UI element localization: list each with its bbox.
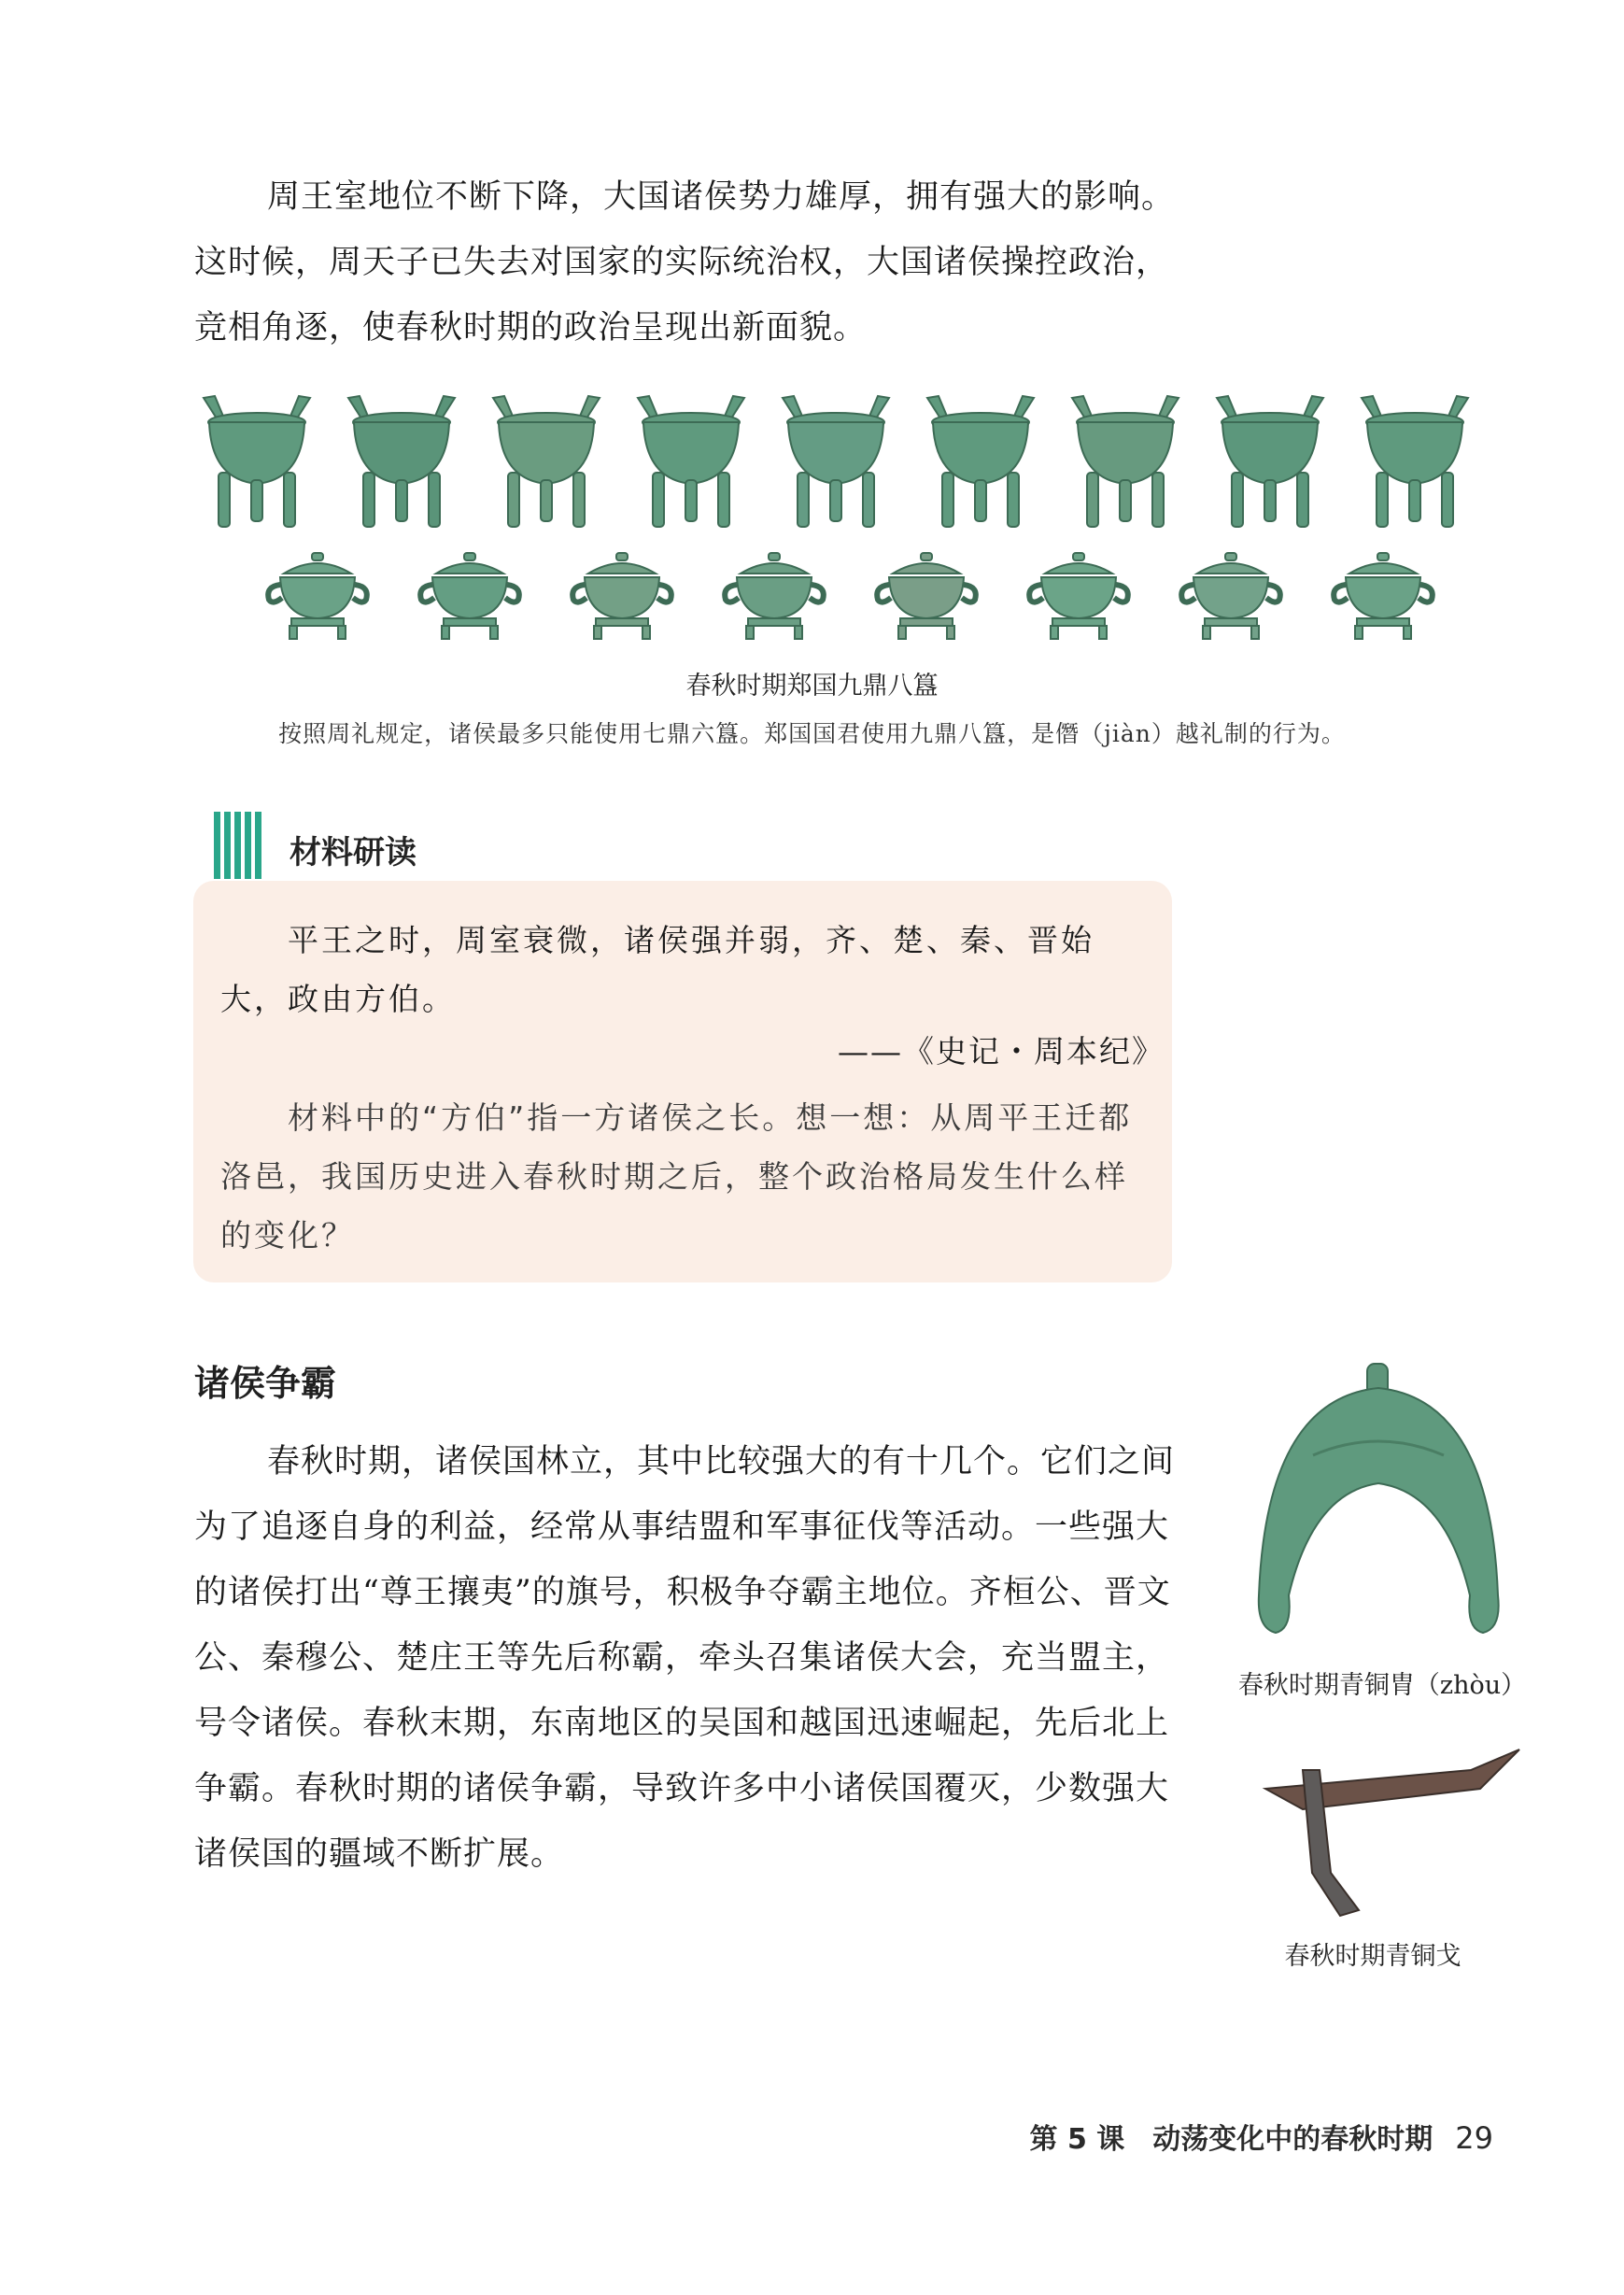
material-source: ——《史记・周本纪》 xyxy=(838,1033,1165,1070)
page-number: 29 xyxy=(1455,2120,1493,2156)
gui-vessel-image xyxy=(566,551,678,640)
ding-vessel-image xyxy=(1354,390,1476,531)
ding-vessel-image xyxy=(1065,390,1186,531)
helmet-caption: 春秋时期青铜胄（zhòu） xyxy=(1237,1671,1527,1700)
ding-vessel-image xyxy=(920,390,1041,531)
gui-vessel-image xyxy=(414,551,526,640)
vessels-caption: 春秋时期郑国九鼎八簋 xyxy=(685,672,939,701)
section-paragraph: 春秋时期，诸侯国林立，其中比较强大的有十几个。它们之间为了追逐自身的利益，经常从事结盟和军事征伐等活动。一些强大的诸侯打出“尊王攘夷”的旗号，积极争夺霸主地位。齐桓公、晋文公、秦穆公、楚庄王等先后称霸，牵头召集诸侯大会，充当盟主，号令诸侯。春秋末期，东南地区的吴国和越国迅速崛起，先后北上争霸。春秋时期的诸侯争霸，导致许多中小诸侯国覆灭，少数强大诸侯国的疆域不断扩展。 xyxy=(194,1443,1176,1873)
gui-vessel-image xyxy=(718,551,830,640)
ding-vessel-image xyxy=(196,390,318,531)
lesson-title: 第 5 课 动荡变化中的春秋时期 xyxy=(1029,2123,1433,2156)
material-quote: 平王之时，周室衰微，诸侯强并弱，齐、楚、秦、晋始大，政由方伯。 xyxy=(220,922,1094,1017)
gui-vessel-image xyxy=(261,551,374,640)
gui-vessel-image xyxy=(870,551,982,640)
ding-vessel-image xyxy=(486,390,607,531)
ding-vessel-image xyxy=(630,390,752,531)
section-heading: 诸侯争霸 xyxy=(194,1363,337,1404)
ding-vessel-image xyxy=(1209,390,1331,531)
gui-vessels-row xyxy=(261,551,1457,645)
material-box-title: 材料研读 xyxy=(289,834,417,871)
page-footer xyxy=(1030,2116,1493,2157)
ding-vessel-image xyxy=(775,390,897,531)
intro-paragraph: 周王室地位不断下降，大国诸侯势力雄厚，拥有强大的影响。这时候，周天子已失去对国家的实际统治权，大国诸侯操控政治，竞相角逐，使春秋时期的政治呈现出新面貌。 xyxy=(194,178,1176,347)
bronze-helmet-image xyxy=(1248,1362,1509,1647)
gui-vessel-image xyxy=(1023,551,1135,640)
gui-vessel-image xyxy=(1175,551,1287,640)
vessels-note: 按照周礼规定，诸侯最多只能使用七鼎六簋。郑国国君使用九鼎八簋，是僭（jiàn）越礼制的行为。 xyxy=(278,720,1346,747)
ding-vessels-row xyxy=(196,390,1504,531)
ding-vessel-image xyxy=(341,390,462,531)
bronze-ge-image xyxy=(1247,1733,1527,1920)
bamboo-slips-icon xyxy=(214,812,262,879)
gui-vessel-image xyxy=(1327,551,1439,640)
material-question: 材料中的“方伯”指一方诸侯之长。想一想：从周平王迁都洛邑，我国历史进入春秋时期之后，整个政治格局发生什么样的变化？ xyxy=(220,1099,1133,1254)
ge-caption: 春秋时期青铜戈 xyxy=(1284,1942,1462,1971)
